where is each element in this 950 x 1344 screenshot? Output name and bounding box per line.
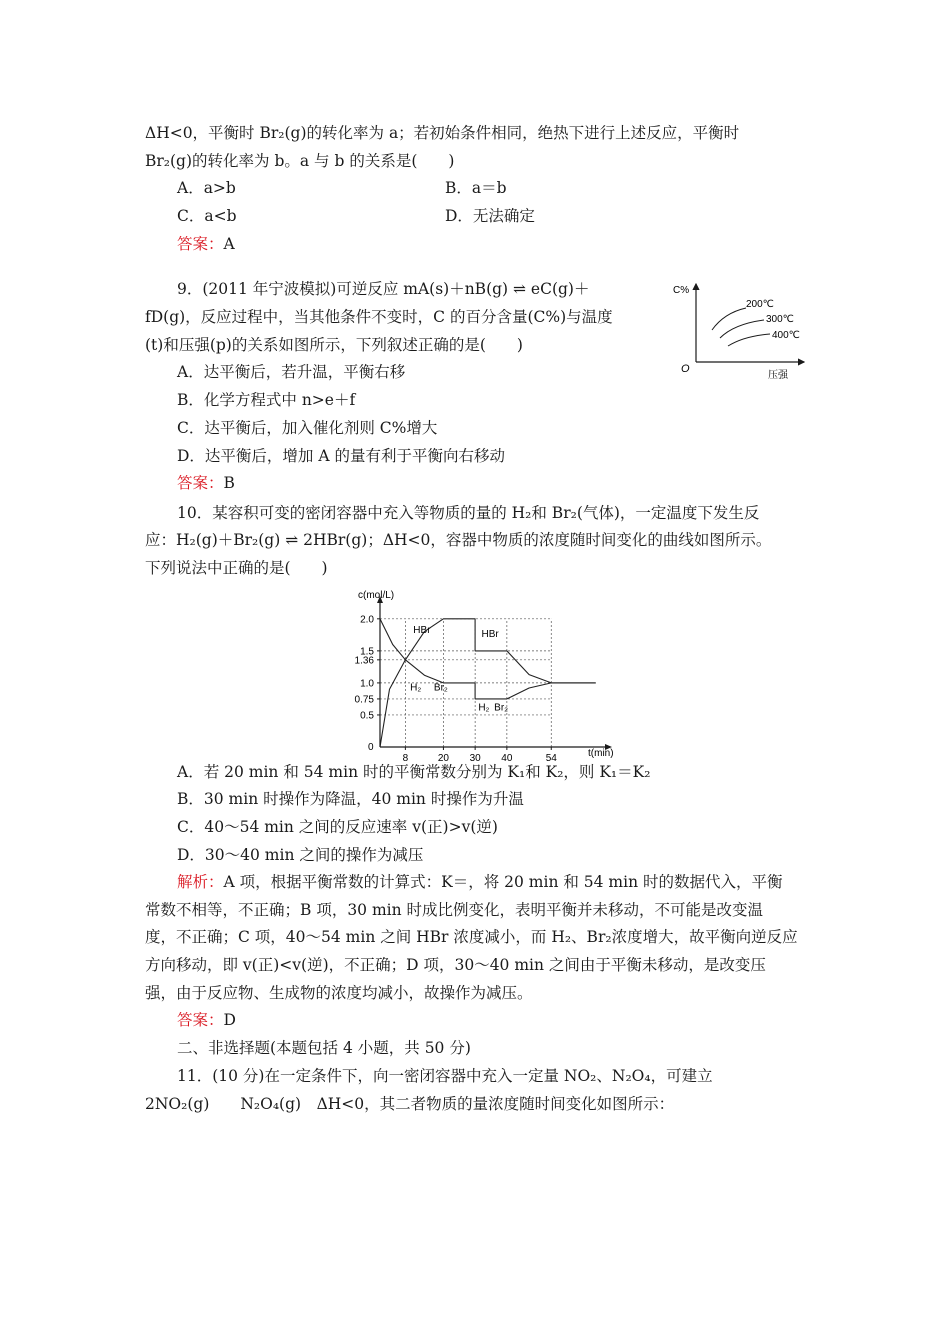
q10-option-d[interactable]: D．30～40 min 之间的操作为减压 <box>177 846 424 864</box>
answer-label: 答案： <box>177 1011 224 1029</box>
q10-x-tick-label: 40 <box>501 753 513 764</box>
q9-curve-label-300: 300℃ <box>766 314 794 325</box>
q8-option-a[interactable]: A．a>b <box>177 179 236 197</box>
q10-analysis-line5: 强，由于反应物、生成物的浓度均减小，故操作为减压。 <box>145 984 533 1002</box>
q10-curve-labels <box>410 625 508 714</box>
q10-y-tick-label: 1.5 <box>360 646 374 658</box>
q10-analysis-line2: 常数不相等，不正确；B 项，30 min 时成比例变化，表明平衡并未移动，不可能是改变温 <box>145 901 764 919</box>
answer-value: A <box>223 235 235 253</box>
q9-answer <box>177 473 235 493</box>
q10-x-axis-label: t(min) <box>588 748 614 759</box>
q10-origin: 0 <box>368 742 374 753</box>
q10-curve-label: Br₂ <box>433 682 448 694</box>
q8-stem-line1: ΔH<0，平衡时 Br₂(g)的转化率为 a；若初始条件相同，绝热下进行上述反应，平衡时 <box>145 124 740 142</box>
q10-stem-line1: 10．某容积可变的密闭容器中充入等物质的量的 H₂和 Br₂(气体)，一定温度下发生反 <box>177 504 760 522</box>
q9-figure <box>672 278 812 383</box>
q9-y-label: C% <box>673 285 690 296</box>
q10-stem-line2: 应：H₂(g)＋Br₂(g) ⇌ 2HBr(g)；ΔH<0，容器中物质的浓度随时间变化的曲线如图所示。 <box>145 531 772 549</box>
q9-curve-400 <box>728 334 770 346</box>
q10-analysis-line3: 度，不正确；C 项，40～54 min 之间 HBr 浓度减小，而 H₂、Br₂浓度增大，故平衡向逆反应 <box>145 928 798 946</box>
q9-stem-line3: (t)和压强(p)的关系如图所示，下列叙述正确的是( ) <box>145 336 523 354</box>
q9-curve-label-400: 400℃ <box>772 330 800 341</box>
answer-value: D <box>223 1011 236 1029</box>
q10-option-c[interactable]: C．40～54 min 之间的反应速率 v(正)>v(逆) <box>177 818 498 836</box>
q11-stem-line2: 2NO₂(g) N₂O₄(g) ΔH<0，其二者物质的量浓度随时间变化如图所示： <box>145 1095 675 1113</box>
q9-x-label: 压强 <box>768 370 788 381</box>
answer-label: 答案： <box>177 235 224 253</box>
q10-x-tick-label: 20 <box>437 753 449 764</box>
q10-curve-label: H₂ <box>478 702 490 714</box>
q10-option-b[interactable]: B．30 min 时操作为降温，40 min 时操作为升温 <box>177 790 524 808</box>
q10-x-tick-label: 8 <box>402 753 409 764</box>
q10-answer <box>177 1010 236 1030</box>
q10-y-axis-label: c(mol/L) <box>358 590 395 601</box>
q10-curve-label: H₂ <box>410 682 422 694</box>
analysis-label: 解析： <box>177 873 224 891</box>
q10-y-tick-label: 1.36 <box>354 655 374 667</box>
q10-x-tick-label: 30 <box>469 753 481 764</box>
q9-option-d[interactable]: D．达平衡后，增加 A 的量有利于平衡向右移动 <box>177 447 505 465</box>
q8-option-b[interactable]: B．a＝b <box>445 179 507 197</box>
q10-analysis-line4: 方向移动，即 v(正)<v(逆)，不正确；D 项，30～40 min 之间由于平衡未移动，是改变压 <box>145 956 766 974</box>
q9-curve-200 <box>712 308 746 330</box>
q10-y-tick-label: 0.75 <box>354 694 374 706</box>
q8-option-c[interactable]: C．a<b <box>177 207 237 225</box>
q8-answer <box>177 234 235 254</box>
q8-option-d[interactable]: D．无法确定 <box>445 207 535 225</box>
q10-x-tick-label: 54 <box>545 753 557 764</box>
q10-curve-label: HBr <box>481 628 499 640</box>
q10-chart <box>340 588 630 764</box>
q10-y-tick-label: 1.0 <box>360 678 374 690</box>
analysis-text: A 项，根据平衡常数的计算式：K＝，将 20 min 和 54 min 时的数据代入，平衡 <box>223 873 783 891</box>
q9-option-a[interactable]: A．达平衡后，若升温，平衡右移 <box>177 363 406 381</box>
q9-origin: O <box>681 363 690 375</box>
q10-option-a[interactable]: A．若 20 min 和 54 min 时的平衡常数分别为 K₁和 K₂，则 K₁＝K₂ <box>177 763 651 781</box>
q10-curve-label: Br₂ <box>494 702 509 714</box>
q9-option-c[interactable]: C．达平衡后，加入催化剂则 C%增大 <box>177 419 438 437</box>
q10-analysis-line1 <box>177 872 783 892</box>
answer-value: B <box>223 474 235 492</box>
q8-stem-line2: Br₂(g)的转化率为 b。a 与 b 的关系是( ) <box>145 152 455 170</box>
answer-label: 答案： <box>177 474 224 492</box>
q10-y-tick-label: 0.5 <box>360 710 374 722</box>
q10-y-tick-label: 2.0 <box>360 614 374 626</box>
q11-stem-line1: 11．(10 分)在一定条件下，向一密闭容器中充入一定量 NO₂、N₂O₄，可建立 <box>177 1067 713 1085</box>
q10-stem-line3: 下列说法中正确的是( ) <box>145 559 328 577</box>
q9-stem-line2: fD(g)，反应过程中，当其他条件不变时，C 的百分含量(C%)与温度 <box>145 308 613 326</box>
q9-option-b[interactable]: B．化学方程式中 n>e＋f <box>177 391 356 409</box>
q9-stem-line1: 9．(2011 年宁波模拟)可逆反应 mA(s)＋nB(g) ⇌ eC(g)＋ <box>177 280 590 298</box>
q9-curve-label-200: 200℃ <box>746 299 774 310</box>
q10-curve-label: HBr <box>413 624 431 636</box>
section-heading: 二、非选择题(本题包括 4 小题，共 50 分) <box>177 1039 471 1057</box>
